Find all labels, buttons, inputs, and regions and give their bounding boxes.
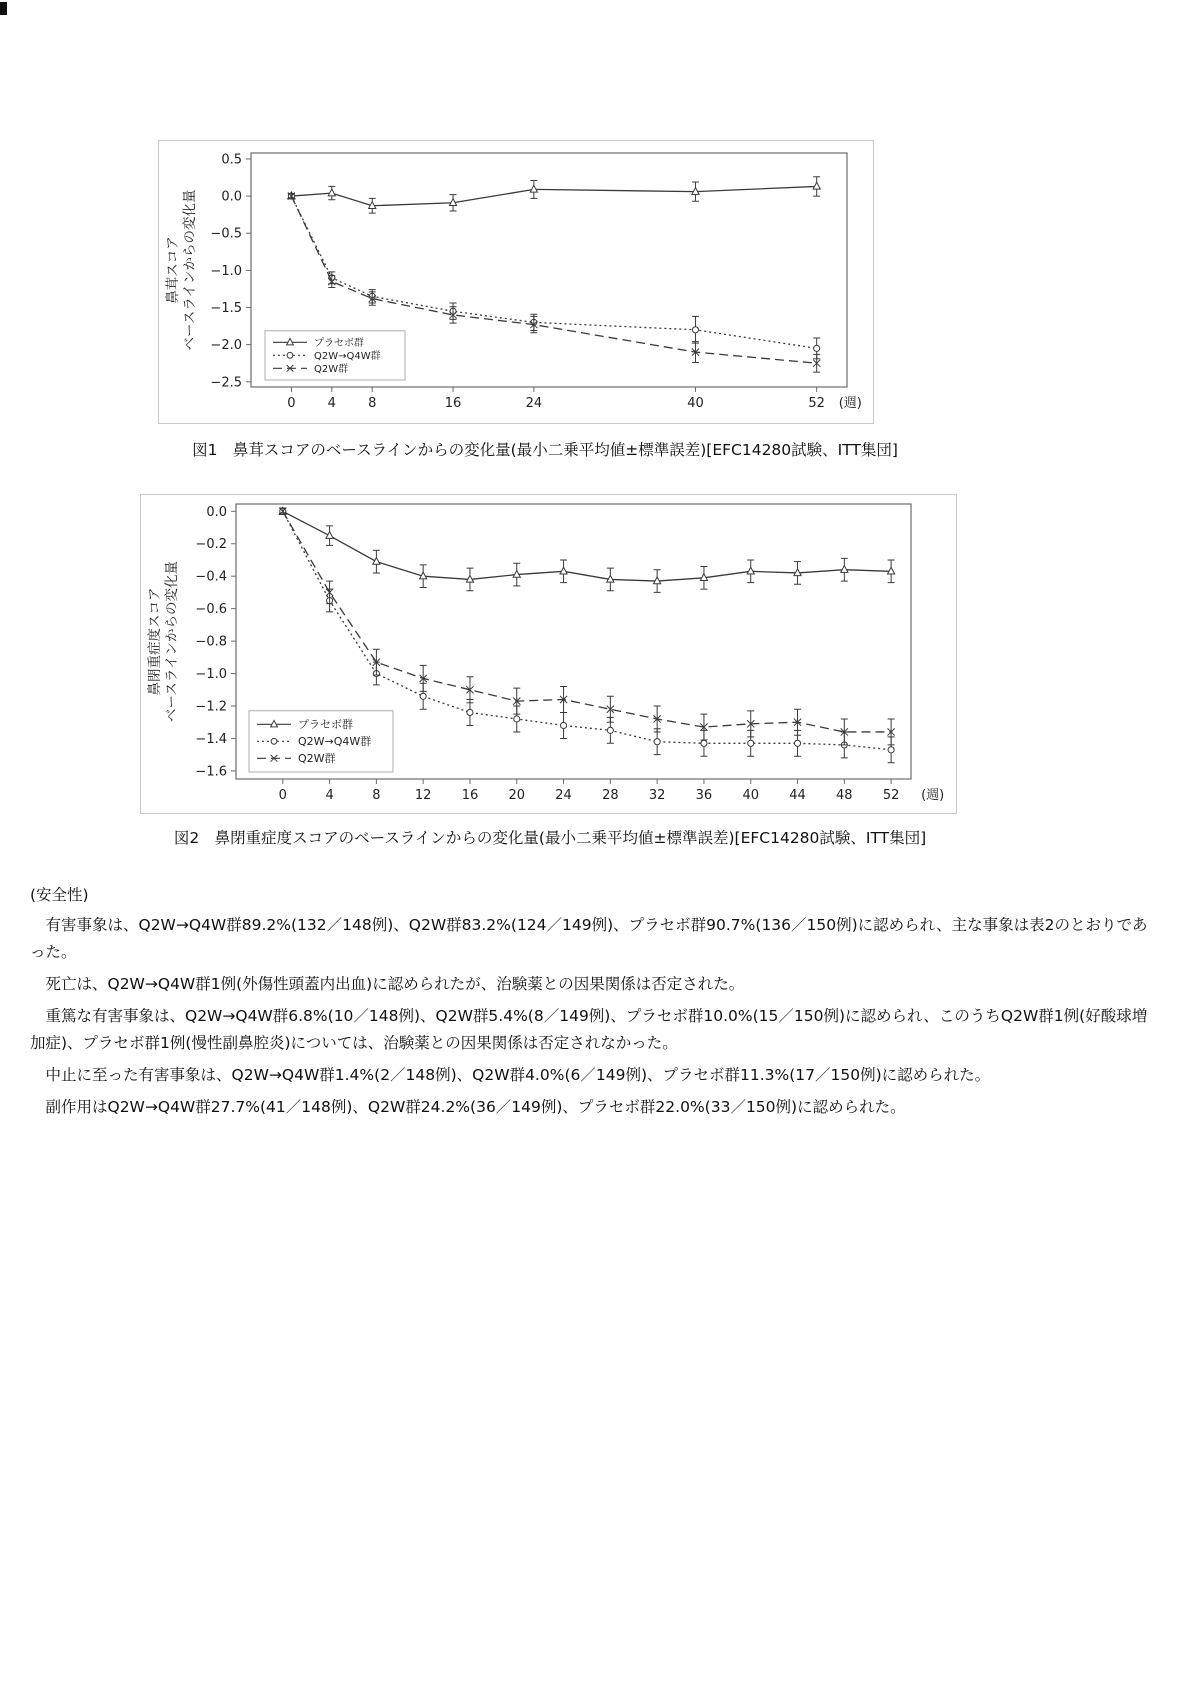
svg-text:鼻茸スコア: 鼻茸スコア — [165, 236, 181, 304]
safety-heading: (安全性) — [30, 886, 89, 904]
svg-text:20: 20 — [508, 788, 526, 803]
safety-paragraph-side-effects: 副作用はQ2W→Q4W群27.7%(41／148例)、Q2W群24.2%(36／149例)、プラセボ群22.0%(33／150例)に認められた。 — [45, 1098, 906, 1116]
svg-text:−1.4: −1.4 — [195, 731, 227, 747]
svg-text:−0.2: −0.2 — [195, 537, 227, 553]
svg-text:24: 24 — [555, 788, 572, 803]
safety-paragraph-serious-events: 重篤な有害事象は、Q2W→Q4W群6.8%(10／148例)、Q2W群5.4%(8／149例)、プラセボ群10.0%(15／150例)に認められ、このうちQ2W群1例(好酸球増加症)、プラセボ群1例(慢性副鼻腔炎)については、治験薬との因果関係は否定されなかった。 — [30, 1007, 1148, 1052]
svg-text:0: 0 — [287, 396, 296, 411]
safety-section — [30, 882, 1155, 1126]
svg-text:−1.0: −1.0 — [195, 667, 227, 683]
series-2 — [279, 508, 895, 745]
svg-text:8: 8 — [372, 788, 381, 803]
svg-text:0.5: 0.5 — [221, 152, 242, 168]
svg-text:52: 52 — [882, 788, 900, 803]
legend-label: Q2W群 — [298, 751, 336, 765]
svg-text:44: 44 — [789, 788, 806, 803]
legend-label: Q2W群 — [314, 363, 349, 375]
svg-text:24: 24 — [525, 396, 543, 411]
x-axis-unit: (週) — [921, 788, 945, 803]
y-axis-ticks — [210, 152, 251, 390]
svg-text:40: 40 — [742, 788, 760, 803]
svg-text:0.0: 0.0 — [206, 504, 227, 520]
svg-text:16: 16 — [461, 788, 479, 803]
y-axis-label — [164, 190, 198, 351]
svg-text:−0.4: −0.4 — [195, 569, 227, 585]
svg-text:32: 32 — [648, 788, 666, 803]
figure1-chart — [158, 140, 874, 424]
svg-text:−0.6: −0.6 — [195, 602, 227, 618]
chart-legend — [265, 331, 405, 380]
y-axis-ticks — [195, 505, 236, 780]
series-0 — [279, 507, 895, 592]
svg-text:−2.5: −2.5 — [210, 375, 242, 391]
safety-paragraph-discontinuation: 中止に至った有害事象は、Q2W→Q4W群1.4%(2／148例)、Q2W群4.0%(6／149例)、プラセボ群11.3%(17／150例)に認められた。 — [45, 1066, 991, 1084]
svg-text:−2.0: −2.0 — [210, 338, 242, 354]
svg-text:−1.5: −1.5 — [210, 301, 242, 317]
x-axis-ticks — [287, 387, 862, 411]
svg-text:−1.0: −1.0 — [210, 263, 242, 279]
svg-text:40: 40 — [687, 396, 704, 411]
legend-label: Q2W→Q4W群 — [298, 734, 372, 748]
svg-text:36: 36 — [695, 788, 713, 803]
x-axis-ticks — [279, 779, 945, 803]
svg-text:ベースラインからの変化量: ベースラインからの変化量 — [164, 561, 180, 722]
figure2-chart — [140, 494, 957, 814]
chart-legend — [249, 711, 393, 772]
safety-paragraph-adverse-events: 有害事象は、Q2W→Q4W群89.2%(132／148例)、Q2W群83.2%(124／149例)、プラセボ群90.7%(136／150例)に認められ、主な事象は表2のとおりであった。 — [30, 916, 1148, 961]
svg-text:48: 48 — [836, 788, 853, 803]
svg-text:4: 4 — [327, 396, 336, 411]
svg-text:0: 0 — [278, 788, 287, 803]
legend-label: プラセボ群 — [298, 717, 353, 731]
svg-text:4: 4 — [325, 788, 334, 803]
svg-text:ベースラインからの変化量: ベースラインからの変化量 — [182, 189, 198, 351]
svg-text:8: 8 — [368, 396, 377, 411]
x-axis-unit: (週) — [838, 396, 862, 411]
legend-label: Q2W→Q4W群 — [314, 350, 381, 362]
svg-text:鼻閉重症度スコア: 鼻閉重症度スコア — [147, 587, 163, 696]
svg-text:−0.5: −0.5 — [210, 226, 242, 242]
svg-text:0.0: 0.0 — [221, 189, 242, 205]
series-0 — [288, 177, 820, 213]
svg-text:28: 28 — [602, 788, 619, 803]
svg-text:12: 12 — [414, 788, 432, 803]
figure1-caption: 図1 鼻茸スコアのベースラインからの変化量(最小二乗平均値±標準誤差)[EFC14280試験、ITT集団] — [192, 441, 898, 459]
svg-text:52: 52 — [808, 396, 825, 411]
safety-paragraph-death: 死亡は、Q2W→Q4W群1例(外傷性頭蓋内出血)に認められたが、治験薬との因果関係は否定された。 — [45, 975, 745, 993]
svg-text:16: 16 — [444, 396, 462, 411]
svg-text:−1.2: −1.2 — [195, 699, 227, 715]
svg-text:−0.8: −0.8 — [195, 634, 227, 650]
svg-text:−1.6: −1.6 — [195, 764, 227, 780]
figure2-caption: 図2 鼻閉重症度スコアのベースラインからの変化量(最小二乗平均値±標準誤差)[EFC14280試験、ITT集団] — [173, 829, 927, 847]
scan-artifact — [0, 2, 7, 15]
y-axis-label — [146, 561, 180, 722]
legend-label: プラセボ群 — [314, 337, 364, 349]
